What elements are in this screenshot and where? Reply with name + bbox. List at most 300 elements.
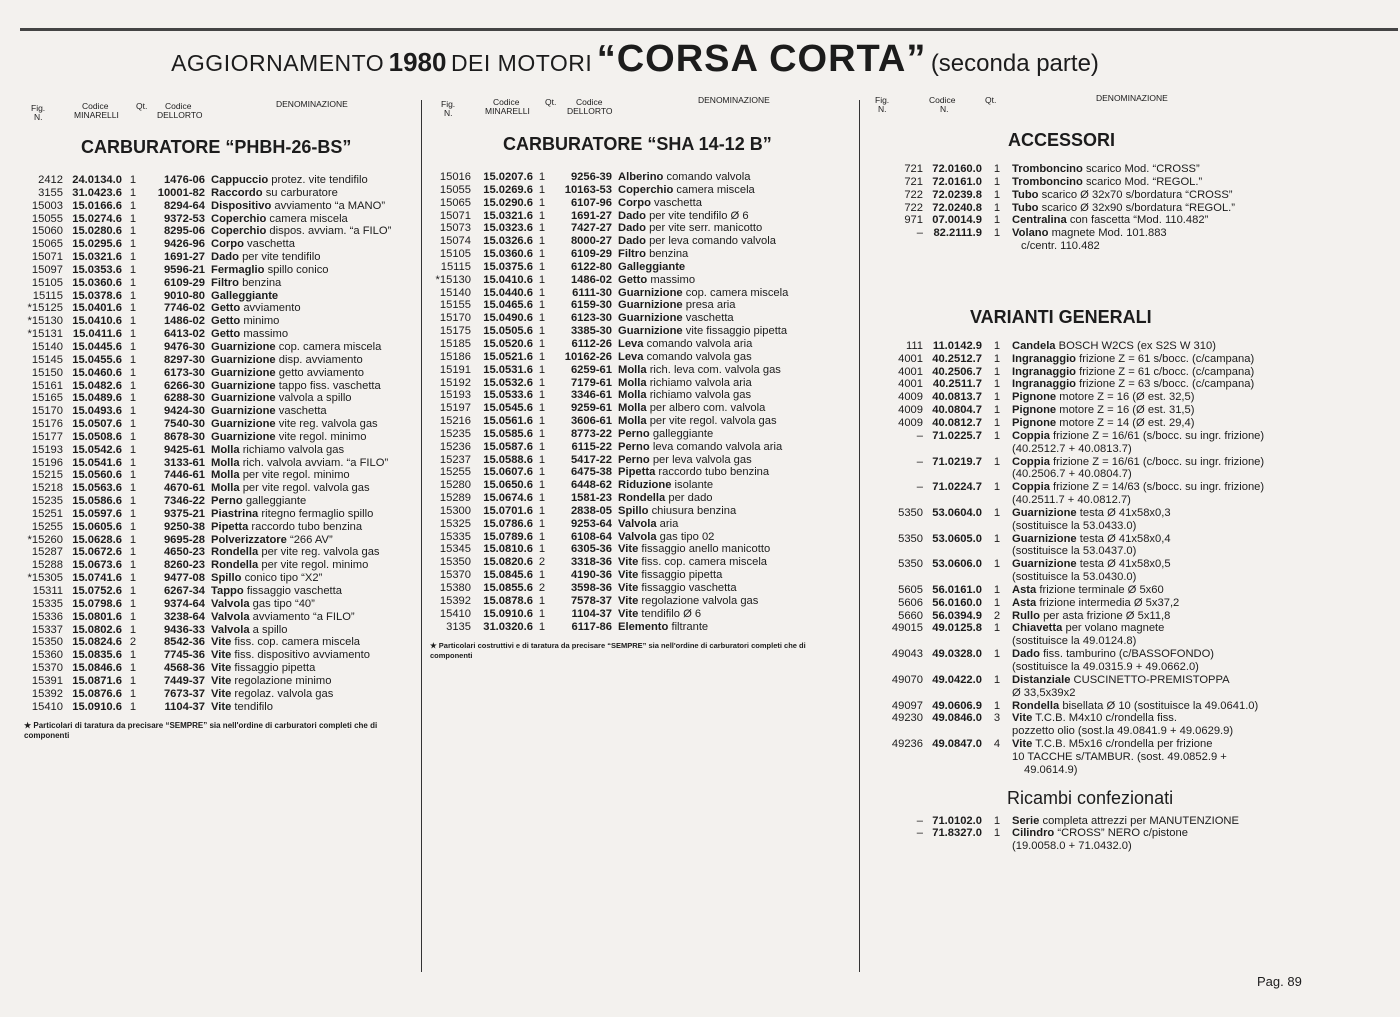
minarelli-code: 15.0375.6 (483, 260, 533, 273)
table-row (24, 418, 419, 431)
description-text: benzina (645, 248, 689, 261)
fig-number: – (916, 429, 923, 442)
quantity: 1 (538, 312, 546, 325)
quantity: 1 (538, 222, 546, 235)
description-keyword: Dado (1012, 648, 1040, 661)
description-keyword: Guarnizione (1012, 506, 1077, 519)
description-text: galleggiante (649, 427, 714, 440)
minarelli-code: 15.0541.6 (72, 456, 122, 469)
quantity: 1 (129, 340, 137, 353)
dellorto-code: 8542-36 (163, 636, 205, 649)
dellorto-code: 4568-36 (163, 662, 205, 675)
minarelli-code: 15.0752.6 (72, 585, 122, 597)
section-title: CARBURATORE “PHBH-26-BS” (81, 137, 352, 157)
header-minarelli: MINARELLI (485, 106, 530, 116)
quantity: 1 (538, 325, 546, 338)
minarelli-code: 15.0820.6 (483, 556, 533, 569)
description (1012, 202, 1235, 215)
minarelli-code: 15.0507.6 (72, 418, 122, 431)
description-text: frizione Z = 61 s/bocc. (c/campana) (1076, 352, 1255, 365)
fig-number: *15131 (27, 328, 63, 341)
description (1012, 456, 1264, 469)
header-dellorto: DELLORTO (567, 106, 613, 116)
description (612, 312, 734, 325)
fig-number: 5350 (898, 506, 923, 519)
table-row (430, 441, 855, 454)
table-row (430, 287, 855, 300)
quantity: 1 (538, 235, 546, 248)
minarelli-code: 72.0240.8 (932, 201, 982, 214)
quantity: 1 (993, 506, 1001, 519)
dellorto-code: 3318-36 (570, 556, 612, 569)
description-text: vite regol. minimo (275, 430, 367, 443)
description-text: conico tipo “X2” (241, 572, 323, 585)
description-keyword: Dispositivo (211, 199, 272, 212)
quantity: 1 (129, 507, 137, 520)
minarelli-code: 49.0422.0 (932, 673, 982, 686)
minarelli-code: 49.0846.0 (932, 712, 982, 725)
description (612, 210, 749, 223)
description-keyword: Dado (618, 235, 646, 248)
minarelli-code: 15.0910.6 (483, 607, 533, 620)
description-keyword: Guarnizione (211, 340, 276, 353)
table-row (430, 171, 855, 184)
description-text: massimo (647, 273, 696, 286)
fig-number: – (916, 455, 923, 468)
description (205, 521, 362, 534)
description (205, 624, 288, 637)
description-text: T.C.B. M4x10 c/rondella fiss. (1032, 712, 1177, 725)
table-row (24, 482, 419, 495)
quantity: 1 (129, 585, 137, 597)
dellorto-code: 9256-39 (570, 171, 612, 183)
quantity: 1 (993, 532, 1001, 545)
table-row (866, 712, 1286, 725)
fig-number: 15065 (31, 238, 63, 251)
description-keyword: Perno (211, 495, 243, 508)
minarelli-code: 15.0411.6 (72, 328, 122, 341)
description-text: vaschetta (275, 405, 327, 418)
quantity: 1 (538, 376, 546, 389)
fig-number: 15350 (439, 556, 471, 569)
description-text: “CROSS” NERO c/pistone (1054, 827, 1188, 840)
quantity: 1 (129, 379, 137, 392)
minarelli-code: 15.0845.6 (483, 569, 533, 582)
description (612, 543, 770, 556)
description (612, 569, 722, 582)
description (205, 200, 385, 213)
description-text: regolaz. valvola gas (231, 687, 334, 700)
quantity: 1 (538, 543, 546, 556)
table-row (430, 184, 855, 197)
description-keyword: Pignone (1012, 404, 1057, 417)
description-keyword: Coperchio (211, 225, 267, 238)
minarelli-code: 15.0607.6 (483, 466, 533, 479)
description-keyword: Vite (211, 662, 232, 675)
description (612, 364, 781, 377)
fig-number: 3155 (38, 186, 63, 199)
description (1012, 189, 1233, 202)
description (205, 392, 352, 405)
minarelli-code: 15.0295.6 (72, 238, 122, 251)
description-text: per vite reg. valvola gas (258, 546, 380, 559)
minarelli-code: 71.0219.7 (932, 455, 982, 468)
description-keyword: Molla (618, 363, 647, 376)
dellorto-code: 8000-27 (570, 235, 612, 248)
quantity: 1 (129, 687, 137, 700)
description-text: con fascetta “Mod. 110.482” (1066, 214, 1209, 227)
description-text: regolazione valvola gas (638, 594, 759, 607)
description (612, 299, 736, 312)
description-text: “266 AV” (286, 533, 333, 546)
minarelli-code: 15.0789.6 (483, 530, 533, 543)
title-year: 1980 (388, 47, 447, 77)
description-text: benzina (238, 276, 282, 289)
quantity: 1 (538, 299, 546, 312)
minarelli-code: 40.0813.7 (932, 391, 982, 404)
quantity: 1 (993, 404, 1001, 417)
fig-number: 15161 (31, 379, 63, 392)
table-row (866, 533, 1286, 546)
quantity: 1 (993, 827, 1001, 840)
description-keyword: Dado (618, 222, 646, 235)
table-row (24, 508, 419, 521)
description-text: vite fissaggio pipetta (682, 325, 788, 338)
title-corsa-corta: “CORSA CORTA” (596, 38, 927, 80)
description (205, 405, 327, 418)
description (1012, 674, 1230, 687)
description-keyword: Guarnizione (618, 325, 683, 338)
table-row (430, 415, 855, 428)
description-text: fissaggio vaschetta (243, 585, 342, 597)
quantity: 1 (993, 188, 1001, 201)
table-row (866, 340, 1286, 353)
quantity: 1 (993, 583, 1001, 596)
minarelli-code: 15.0545.6 (483, 402, 533, 415)
fig-number: 15071 (31, 251, 63, 264)
fig-number: 15215 (31, 469, 63, 482)
description (612, 505, 736, 518)
description-keyword: Coperchio (211, 212, 267, 225)
minarelli-code: 82.2111.9 (933, 227, 982, 240)
fig-number: 15391 (31, 674, 63, 687)
fig-number: *15130 (435, 273, 471, 286)
description (205, 457, 388, 470)
quantity: 1 (129, 610, 137, 623)
fig-number: 15140 (31, 340, 63, 353)
minarelli-code: 40.2506.7 (932, 365, 982, 378)
description (1012, 340, 1216, 353)
fig-number: *15305 (27, 572, 63, 585)
table-row (24, 649, 419, 662)
table-row (866, 700, 1286, 713)
description-continuation: (sostituisce la 49.0124.8) (1012, 635, 1137, 648)
description-keyword: Dado (211, 251, 239, 264)
description-keyword: Corpo (618, 196, 651, 209)
minarelli-code: 15.0207.6 (483, 171, 533, 183)
description (1012, 404, 1195, 417)
minarelli-code: 11.0142.9 (932, 339, 982, 352)
dellorto-code: 7446-61 (163, 469, 205, 482)
quantity: 1 (129, 469, 137, 482)
header-codice: Codice (576, 97, 603, 107)
quantity: 1 (993, 365, 1001, 378)
minarelli-code: 15.0321.6 (483, 209, 533, 222)
table-row (430, 197, 855, 210)
description (612, 582, 737, 595)
minarelli-code: 15.0672.6 (72, 546, 122, 559)
fig-number: 971 (904, 214, 923, 227)
description-text: per vite tendifilo Ø 6 (645, 209, 749, 222)
quantity: 1 (993, 339, 1001, 352)
description-continuation: (40.2512.7 + 40.0813.7) (1012, 442, 1132, 455)
table-row (24, 431, 419, 444)
quantity: 1 (538, 530, 546, 543)
minarelli-code: 15.0410.6 (72, 315, 122, 328)
description-keyword: Rondella (211, 546, 259, 559)
fig-number: 15175 (439, 325, 471, 338)
quantity: 1 (129, 328, 137, 341)
description-continuation: c/centr. 110.482 (1021, 240, 1100, 253)
description (612, 248, 688, 261)
minarelli-code: 15.0445.6 (72, 340, 122, 353)
minarelli-code: 15.0824.6 (72, 636, 122, 649)
minarelli-code: 15.0490.6 (483, 312, 533, 325)
table-row (430, 377, 855, 390)
minarelli-code: 15.0166.6 (72, 199, 122, 212)
dellorto-code: 9372-53 (163, 212, 205, 225)
description-keyword: Vite (618, 594, 639, 607)
table-row (430, 595, 855, 608)
description-text: fissaggio pipetta (231, 662, 316, 675)
minarelli-code: 49.0125.8 (932, 622, 982, 635)
quantity: 1 (993, 416, 1001, 429)
quantity: 1 (538, 479, 546, 492)
fig-number: 15191 (439, 363, 471, 376)
description-text: per vite tendifilo (238, 251, 321, 264)
quantity: 1 (129, 597, 137, 610)
dellorto-code: 3346-61 (570, 389, 612, 402)
dellorto-code: 9259-61 (570, 402, 612, 415)
description (612, 415, 777, 428)
table-row (430, 325, 855, 338)
quantity: 1 (538, 594, 546, 607)
quantity: 1 (993, 814, 1001, 827)
description-keyword: Guarnizione (211, 418, 276, 431)
quantity: 1 (129, 456, 137, 469)
minarelli-code: 07.0014.9 (932, 214, 982, 227)
quantity: 1 (129, 623, 137, 636)
description-keyword: Vite (211, 649, 232, 662)
table-row (866, 366, 1286, 379)
description (1012, 391, 1195, 404)
description (205, 225, 391, 238)
description (1012, 227, 1167, 240)
description (205, 251, 320, 264)
quantity: 1 (129, 238, 137, 251)
minarelli-code: 15.0353.6 (72, 263, 122, 276)
description (612, 287, 788, 300)
table-row (430, 492, 855, 505)
description-keyword: Filtro (211, 276, 239, 289)
minarelli-code: 15.0378.6 (72, 289, 122, 302)
dellorto-code: 7578-37 (570, 594, 612, 607)
description-text: fissaggio vaschetta (638, 582, 737, 594)
description-keyword: Leva (618, 337, 644, 350)
quantity: 1 (129, 353, 137, 366)
fig-number: 722 (904, 201, 923, 214)
description-text: leva comando valvola aria (649, 440, 783, 453)
minarelli-code: 53.0606.0 (932, 558, 982, 571)
description (205, 585, 342, 598)
description-keyword: Tappo (211, 585, 244, 597)
description-text: tendifilo (231, 700, 273, 713)
minarelli-code: 56.0160.0 (932, 596, 982, 609)
header-fig: Fig. (441, 99, 456, 109)
description (205, 315, 279, 328)
description (205, 675, 331, 688)
top-rule (20, 28, 1398, 31)
quantity: 1 (129, 662, 137, 675)
fig-number: 15300 (439, 504, 471, 517)
table-row (430, 364, 855, 377)
description (205, 649, 370, 662)
description (205, 302, 301, 315)
minarelli-code: 31.0423.6 (72, 186, 122, 199)
description (1012, 648, 1214, 661)
dellorto-code: 6267-34 (163, 585, 205, 597)
minarelli-code: 15.0561.6 (483, 415, 533, 428)
description (205, 611, 355, 624)
column-header (866, 94, 1286, 122)
dellorto-code: 6123-30 (570, 312, 612, 325)
description-keyword: Riduzione (618, 479, 672, 492)
minarelli-code: 15.0802.6 (72, 623, 122, 636)
description-text: frizione Z = 16/61 (c/bocc. su ingr. frizione) (1049, 455, 1265, 468)
fig-number: 15380 (439, 582, 471, 594)
description-text: avviamento (240, 302, 301, 315)
description-text: richiamo valvola aria (646, 376, 752, 389)
minarelli-code: 15.0493.6 (72, 405, 122, 418)
quantity: 1 (538, 504, 546, 517)
minarelli-code: 49.0606.9 (932, 699, 982, 712)
fig-number: 15288 (31, 559, 63, 572)
page-number: Pag. 89 (1257, 974, 1302, 989)
dellorto-code: 1104-37 (571, 607, 612, 620)
fig-number: 49043 (891, 648, 923, 661)
description-keyword: Molla (618, 415, 647, 428)
description (205, 213, 348, 226)
description-keyword: Candela (1012, 339, 1056, 352)
minarelli-code: 15.0786.6 (483, 517, 533, 530)
dellorto-code: 7540-30 (163, 418, 205, 431)
description-keyword: Vite (618, 556, 639, 569)
table-row (430, 466, 855, 479)
table-row (430, 543, 855, 556)
description-keyword: Cappuccio (211, 174, 269, 186)
description (612, 389, 751, 402)
fig-number: 15251 (31, 507, 63, 520)
minarelli-code: 15.0269.6 (483, 183, 533, 196)
table-row (430, 312, 855, 325)
table-row (430, 569, 855, 582)
fig-number: 15071 (439, 209, 471, 222)
description-keyword: Cilindro (1012, 827, 1055, 840)
minarelli-code: 53.0605.0 (932, 532, 982, 545)
description-text: valvola a spillo (275, 392, 352, 405)
description-text: motore Z = 16 (Ø est. 31,5) (1056, 404, 1195, 417)
quantity: 1 (129, 649, 137, 662)
description (612, 197, 702, 210)
table-row (866, 430, 1286, 443)
minarelli-code: 15.0323.6 (483, 222, 533, 235)
table-row (430, 556, 855, 569)
description-keyword: Valvola (618, 530, 657, 543)
description (612, 235, 776, 248)
header-denominazione: DENOMINAZIONE (1096, 93, 1168, 103)
minarelli-code: 72.0161.0 (932, 175, 982, 188)
fig-number: 15287 (31, 546, 63, 559)
description (612, 274, 695, 287)
table-row (866, 481, 1286, 494)
minarelli-code: 49.0328.0 (932, 648, 982, 661)
quantity: 1 (993, 175, 1001, 188)
description-text: frizione terminale Ø 5x60 (1036, 583, 1164, 596)
description (1012, 622, 1164, 635)
table-row (24, 675, 419, 688)
description (1012, 597, 1179, 610)
table-row (866, 378, 1286, 391)
description-text: bisellata Ø 10 (sostituisce la 49.0641.0) (1059, 699, 1259, 712)
description-keyword: Coppia (1012, 455, 1050, 468)
description (1012, 712, 1177, 725)
table-row (24, 341, 419, 354)
description (1012, 738, 1212, 751)
description (205, 508, 373, 521)
minarelli-code: 15.0587.6 (483, 440, 533, 453)
dellorto-code: 7179-61 (570, 376, 612, 389)
column-header (430, 96, 855, 124)
quantity: 1 (129, 430, 137, 443)
table-row (24, 457, 419, 470)
description (1012, 507, 1171, 520)
description-continuation: (19.0058.0 + 71.0432.0) (1012, 840, 1132, 853)
description-continuation: (40.2506.7 + 40.0804.7) (1012, 468, 1132, 481)
description (205, 418, 378, 431)
quantity: 1 (993, 163, 1001, 175)
description-keyword: Guarnizione (211, 366, 276, 379)
header-minarelli: MINARELLI (74, 110, 119, 120)
description-keyword: Guarnizione (1012, 532, 1077, 545)
description-text: tappo fiss. vaschetta (275, 379, 381, 392)
description (612, 377, 752, 390)
description (612, 531, 714, 544)
description-text: rich. valvola avviam. “a FILO” (239, 456, 389, 469)
description-text: spillo conico (264, 263, 329, 276)
quantity: 1 (129, 315, 137, 328)
quantity: 1 (129, 302, 137, 315)
dellorto-code: 1691-27 (163, 251, 205, 264)
minarelli-code: 15.0290.6 (483, 196, 533, 209)
description-text: vaschetta (682, 312, 734, 325)
table-row (866, 622, 1286, 635)
table-row (24, 521, 419, 534)
description-text: massimo (240, 328, 289, 341)
fig-number: 15370 (31, 662, 63, 675)
table-row (430, 351, 855, 364)
fig-number: 4001 (898, 378, 923, 391)
dellorto-code: 10162-26 (564, 350, 612, 363)
